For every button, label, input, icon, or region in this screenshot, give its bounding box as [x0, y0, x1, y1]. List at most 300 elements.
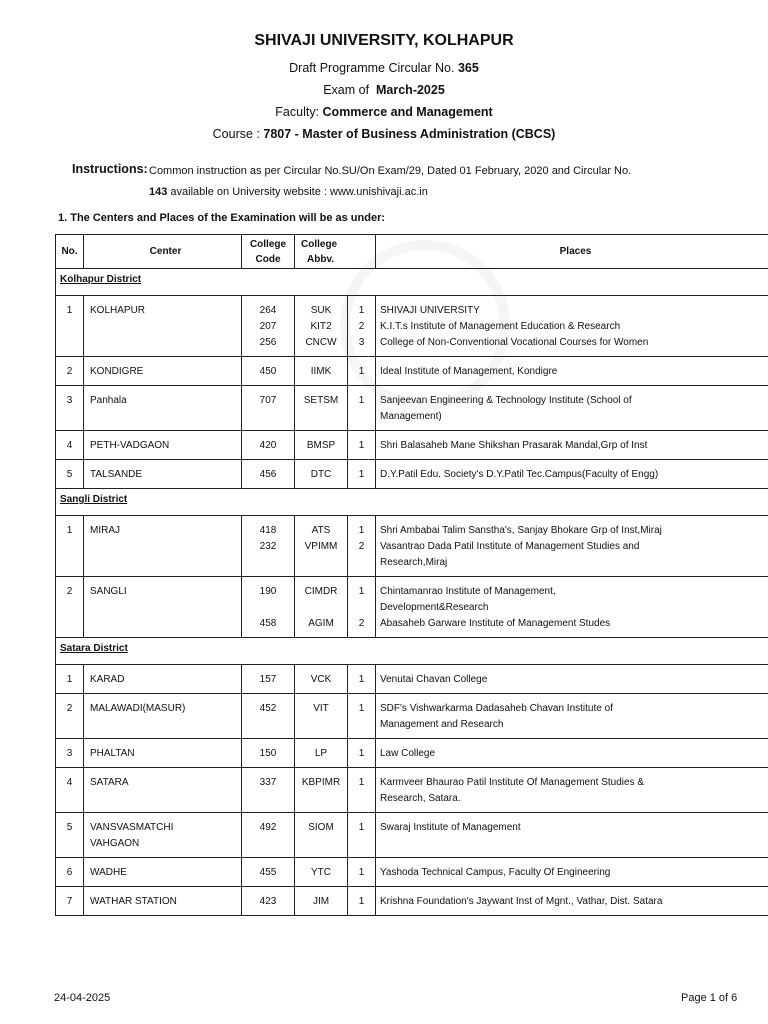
college-code: 264 [259, 305, 277, 316]
college-abbv: SETSM [303, 395, 339, 406]
district-name: Satara District [56, 638, 768, 665]
college-code-list [242, 460, 294, 488]
place-index-cell [348, 357, 376, 386]
place-index-cell [348, 386, 376, 431]
place-index-list [348, 460, 375, 488]
instructions-website: available on University website : www.unishivaji.ac.in [170, 186, 428, 198]
college-code: 455 [259, 867, 277, 878]
instructions-circular-number: 143 [149, 186, 168, 198]
place-index-cell [348, 431, 376, 460]
district-row [56, 489, 768, 516]
table-row [56, 357, 768, 386]
college-abbv: AGIM [308, 618, 334, 629]
center-name: Panhala [90, 395, 127, 406]
college-code-cell [242, 739, 295, 768]
center-name: TALSANDE [90, 469, 143, 480]
spacer [295, 409, 347, 425]
spacer [295, 717, 347, 733]
row-number-cell [56, 813, 84, 858]
college-code-cell [242, 357, 295, 386]
row-number-cell [56, 296, 84, 357]
place-index-list [348, 386, 375, 430]
college-abbv-cell [295, 296, 348, 357]
row-number: 7 [66, 896, 73, 907]
table-row [56, 577, 768, 638]
spacer [348, 600, 375, 616]
center-cell [84, 768, 242, 813]
spacer [242, 409, 294, 425]
row-number-cell [56, 386, 84, 431]
center-name-block [90, 665, 241, 693]
college-abbv-cell [295, 357, 348, 386]
table-row [56, 887, 768, 916]
district-row [56, 269, 768, 296]
header-college-code [242, 235, 295, 269]
college-abbv: KIT2 [310, 321, 332, 332]
spacer [295, 600, 347, 616]
circular-number: 365 [457, 61, 479, 75]
row-number: 2 [66, 586, 73, 597]
place-index: 1 [358, 748, 365, 759]
place-index: 1 [358, 440, 365, 451]
exam-prefix: Exam of [323, 83, 370, 97]
place-index: 1 [358, 674, 365, 685]
place-index: 1 [358, 822, 365, 833]
place-name: Yashoda Technical Campus, Faculty Of Engineering [380, 867, 611, 878]
college-abbv: CIMDR [304, 586, 338, 597]
place-index-list [348, 694, 375, 738]
header-places: Places [376, 235, 768, 269]
college-code: 492 [259, 822, 277, 833]
college-abbv: DTC [310, 469, 332, 480]
row-number-cell [56, 460, 84, 489]
college-abbv: VIT [313, 703, 329, 714]
place-index-list [348, 577, 375, 637]
place-index-list [348, 813, 375, 841]
place-index-cell [348, 768, 376, 813]
college-abbv-list [295, 431, 347, 459]
college-code: 207 [259, 321, 277, 332]
place-list [380, 386, 768, 430]
college-code-cell [242, 858, 295, 887]
college-abbv-cell [295, 858, 348, 887]
footer-date: 24-04-2025 [54, 992, 111, 1004]
place-index-list [348, 665, 375, 693]
table-header-row [56, 235, 768, 269]
place-name: College of Non-Conventional Vocational Courses for Women [380, 337, 649, 348]
place-index: 1 [358, 525, 365, 536]
place-index: 1 [358, 896, 365, 907]
center-name-block [90, 386, 241, 414]
place-name: Law College [380, 748, 436, 759]
college-abbv-list [295, 357, 347, 385]
header-abbv-line-2: Abbv. [307, 253, 335, 265]
center-name-block [90, 739, 241, 767]
place-name: Vasantrao Dada Patil Institute of Management Studies and [380, 541, 640, 552]
row-number-cell [56, 665, 84, 694]
row-number: 1 [66, 525, 73, 536]
row-number: 5 [66, 469, 73, 480]
places-cell [376, 460, 768, 489]
row-number: 4 [66, 440, 73, 451]
center-name-block [90, 887, 241, 915]
row-number: 4 [66, 777, 73, 788]
center-cell [84, 357, 242, 386]
places-cell [376, 357, 768, 386]
place-name-line-2: Development&Research [380, 602, 489, 613]
district-name: Kolhapur District [56, 269, 768, 296]
place-name-line-2: Research, Satara. [380, 793, 461, 804]
table-row [56, 768, 768, 813]
college-code: 150 [259, 748, 277, 759]
college-abbv-list [295, 386, 347, 430]
row-number: 1 [66, 674, 73, 685]
college-code-cell [242, 431, 295, 460]
college-abbv-list [295, 577, 347, 637]
spacer [242, 717, 294, 733]
places-cell [376, 887, 768, 916]
center-name: KONDIGRE [90, 366, 144, 377]
place-name: SDF's Vishwarkarma Dadasaheb Chavan Institute of [380, 703, 613, 714]
place-name-line-2: Management and Research [380, 719, 504, 730]
row-number: 3 [66, 748, 73, 759]
place-list [380, 577, 768, 637]
college-abbv-cell [295, 460, 348, 489]
place-index-cell [348, 296, 376, 357]
instructions-line-1: Common instruction as per Circular No.SU/On Exam/29, Dated 01 February, 2020 and Circular No. [149, 165, 632, 177]
college-abbv-list [295, 739, 347, 767]
center-name: KARAD [90, 674, 125, 685]
table-row [56, 460, 768, 489]
college-code-list [242, 813, 294, 841]
college-abbv: YTC [311, 867, 331, 878]
places-cell [376, 768, 768, 813]
college-abbv: BMSP [306, 440, 336, 451]
college-abbv: KBPIMR [301, 777, 341, 788]
college-abbv-cell [295, 887, 348, 916]
place-index-cell [348, 665, 376, 694]
college-code-cell [242, 768, 295, 813]
center-name: SANGLI [90, 586, 127, 597]
college-abbv-cell [295, 516, 348, 577]
center-name: WATHAR STATION [90, 896, 177, 907]
places-cell [376, 431, 768, 460]
spacer [348, 409, 375, 425]
college-code-list [242, 431, 294, 459]
center-name-line-2: VAHGAON [90, 838, 140, 849]
place-index-list [348, 768, 375, 812]
place-name: Abasaheb Garware Institute of Management Studes [380, 618, 611, 629]
college-abbv-cell [295, 739, 348, 768]
place-list [380, 739, 768, 767]
place-list [380, 858, 768, 886]
college-code: 423 [259, 896, 277, 907]
college-abbv-cell [295, 813, 348, 858]
center-cell [84, 858, 242, 887]
college-abbv-cell [295, 431, 348, 460]
center-name: MIRAJ [90, 525, 120, 536]
table-row [56, 296, 768, 357]
row-number-cell [56, 431, 84, 460]
place-list [380, 460, 768, 488]
place-list [380, 694, 768, 738]
college-code-cell [242, 460, 295, 489]
place-name: Shri Balasaheb Mane Shikshan Prasarak Mandal,Grp of Inst [380, 440, 648, 451]
college-code-cell [242, 516, 295, 577]
college-abbv-list [295, 813, 347, 841]
center-name-block [90, 460, 241, 488]
section-title: 1. The Centers and Places of the Examination will be as under: [58, 212, 386, 224]
college-code-cell [242, 386, 295, 431]
header-center: Center [84, 235, 242, 269]
college-code: 450 [259, 366, 277, 377]
center-cell [84, 813, 242, 858]
place-name: Swaraj Institute of Management [380, 822, 521, 833]
places-cell [376, 577, 768, 638]
circular-line [0, 61, 768, 75]
center-name: WADHE [90, 867, 127, 878]
college-abbv-list [295, 768, 347, 812]
places-cell [376, 386, 768, 431]
place-name: SHIVAJI UNIVERSITY [380, 305, 480, 316]
center-name-block [90, 858, 241, 886]
college-abbv-cell [295, 768, 348, 813]
college-abbv: SIOM [308, 822, 334, 833]
college-code-list [242, 516, 294, 560]
college-code-list [242, 887, 294, 915]
place-index: 2 [358, 321, 365, 332]
spacer [242, 791, 294, 807]
place-index: 1 [358, 777, 365, 788]
place-name: D.Y.Patil Edu. Society's D.Y.Patil Tec.Campus(Faculty of Engg) [380, 469, 659, 480]
college-code-list [242, 694, 294, 738]
place-index-cell [348, 739, 376, 768]
center-name: PETH-VADGAON [90, 440, 170, 451]
college-code: 232 [259, 541, 277, 552]
college-code-cell [242, 887, 295, 916]
center-name-block [90, 768, 241, 796]
centers-table [55, 234, 768, 916]
college-abbv: LP [314, 748, 328, 759]
college-abbv: VPIMM [304, 541, 338, 552]
center-cell [84, 739, 242, 768]
place-list [380, 887, 768, 915]
college-code-list [242, 739, 294, 767]
course-line [0, 127, 768, 141]
college-code: 452 [259, 703, 277, 714]
center-name-block [90, 694, 241, 722]
college-code-list [242, 577, 294, 637]
college-code-list [242, 858, 294, 886]
place-index: 3 [358, 337, 365, 348]
table-row [56, 431, 768, 460]
place-name: Venutai Chavan College [380, 674, 488, 685]
header-code-line-1: College [249, 238, 287, 250]
college-abbv-list [295, 694, 347, 738]
center-cell [84, 386, 242, 431]
place-index: 2 [358, 541, 365, 552]
center-name: MALAWADI(MASUR) [90, 703, 186, 714]
row-number-cell [56, 694, 84, 739]
row-number-cell [56, 577, 84, 638]
college-abbv: CNCW [305, 337, 337, 348]
college-code: 337 [259, 777, 277, 788]
district-name: Sangli District [56, 489, 768, 516]
place-index-cell [348, 516, 376, 577]
center-cell [84, 665, 242, 694]
place-list [380, 296, 768, 356]
college-abbv-list [295, 296, 347, 356]
footer-page-number: Page 1 of 6 [681, 992, 738, 1004]
places-cell [376, 516, 768, 577]
place-name: Krishna Foundation's Jaywant Inst of Mgnt., Vathar, Dist. Satara [380, 896, 663, 907]
place-index: 2 [358, 618, 365, 629]
table-row [56, 665, 768, 694]
college-abbv-cell [295, 386, 348, 431]
place-list [380, 357, 768, 385]
faculty-name: Commerce and Management [322, 105, 493, 119]
place-list [380, 768, 768, 812]
center-cell [84, 431, 242, 460]
center-cell [84, 296, 242, 357]
college-code-list [242, 357, 294, 385]
place-index-cell [348, 460, 376, 489]
instructions-label: Instructions: [72, 162, 148, 176]
place-index: 1 [358, 366, 365, 377]
place-name-line-2: Management) [380, 411, 442, 422]
row-number-cell [56, 516, 84, 577]
college-code-list [242, 386, 294, 430]
place-index-cell [348, 887, 376, 916]
place-list [380, 516, 768, 576]
center-cell [84, 460, 242, 489]
faculty-line [0, 105, 768, 119]
district-row [56, 638, 768, 665]
college-abbv-cell [295, 694, 348, 739]
place-index-list [348, 357, 375, 385]
place-name: Chintamanrao Institute of Management, [380, 586, 556, 597]
place-index: 1 [358, 867, 365, 878]
course-prefix: Course : [212, 127, 260, 141]
places-cell [376, 858, 768, 887]
place-name: Sanjeevan Engineering & Technology Institute (School of [380, 395, 632, 406]
place-list [380, 665, 768, 693]
place-index: 1 [358, 395, 365, 406]
place-index-list [348, 858, 375, 886]
place-index: 1 [358, 703, 365, 714]
place-index: 1 [358, 469, 365, 480]
college-code: 256 [259, 337, 277, 348]
places-cell [376, 296, 768, 357]
places-cell [376, 665, 768, 694]
instructions-line-2 [149, 182, 709, 203]
center-name: PHALTAN [90, 748, 135, 759]
center-name-block [90, 516, 241, 544]
table-row [56, 516, 768, 577]
place-name-line-2: Research,Miraj [380, 557, 448, 568]
place-index-list [348, 431, 375, 459]
header-college-abbv [295, 235, 376, 269]
places-cell [376, 813, 768, 858]
college-code: 418 [259, 525, 277, 536]
center-name-block [90, 577, 241, 605]
college-abbv: SUK [310, 305, 332, 316]
instructions-text [149, 161, 709, 203]
center-cell [84, 887, 242, 916]
exam-line [0, 83, 768, 97]
row-number: 2 [66, 366, 73, 377]
college-code: 707 [259, 395, 277, 406]
college-abbv: JIM [312, 896, 330, 907]
row-number: 1 [66, 305, 73, 316]
place-index-list [348, 739, 375, 767]
college-abbv-list [295, 516, 347, 560]
header-no: No. [56, 235, 84, 269]
center-name-block [90, 431, 241, 459]
college-abbv-cell [295, 665, 348, 694]
spacer [242, 600, 294, 616]
table-row [56, 858, 768, 887]
college-code-cell [242, 665, 295, 694]
center-name-block [90, 813, 241, 857]
course-name: 7807 - Master of Business Administration (CBCS) [263, 127, 556, 141]
place-list [380, 431, 768, 459]
spacer [348, 717, 375, 733]
center-name: SATARA [90, 777, 129, 788]
faculty-prefix: Faculty: [275, 105, 320, 119]
place-index-cell [348, 577, 376, 638]
place-index: 1 [358, 586, 365, 597]
place-list [380, 813, 768, 841]
college-code-cell [242, 813, 295, 858]
place-index-list [348, 887, 375, 915]
center-name-block [90, 357, 241, 385]
center-cell [84, 516, 242, 577]
college-abbv-list [295, 665, 347, 693]
row-number: 2 [66, 703, 73, 714]
college-code-cell [242, 296, 295, 357]
exam-session: March-2025 [376, 83, 445, 97]
place-name: Karmveer Bhaurao Patil Institute Of Management Studies & [380, 777, 645, 788]
center-name-block [90, 296, 241, 324]
college-code: 190 [259, 586, 277, 597]
college-code-cell [242, 694, 295, 739]
row-number-cell [56, 357, 84, 386]
center-cell [84, 577, 242, 638]
center-cell [84, 694, 242, 739]
table-row [56, 386, 768, 431]
college-code: 458 [259, 618, 277, 629]
university-title: SHIVAJI UNIVERSITY, KOLHAPUR [254, 32, 514, 49]
college-abbv-list [295, 858, 347, 886]
spacer [295, 791, 347, 807]
row-number-cell [56, 858, 84, 887]
college-abbv: ATS [311, 525, 331, 536]
table-row [56, 813, 768, 858]
place-index-list [348, 516, 375, 560]
college-code: 157 [259, 674, 277, 685]
place-name: K.I.T.s Institute of Management Education & Research [380, 321, 621, 332]
place-name: Shri Ambabai Talim Sanstha's, Sanjay Bhokare Grp of Inst,Miraj [380, 525, 662, 536]
college-abbv-list [295, 887, 347, 915]
places-cell [376, 739, 768, 768]
place-index-list [348, 296, 375, 356]
spacer [348, 791, 375, 807]
college-abbv: IIMK [310, 366, 332, 377]
college-code-cell [242, 577, 295, 638]
row-number-cell [56, 739, 84, 768]
place-name: Ideal Institute of Management, Kondigre [380, 366, 558, 377]
